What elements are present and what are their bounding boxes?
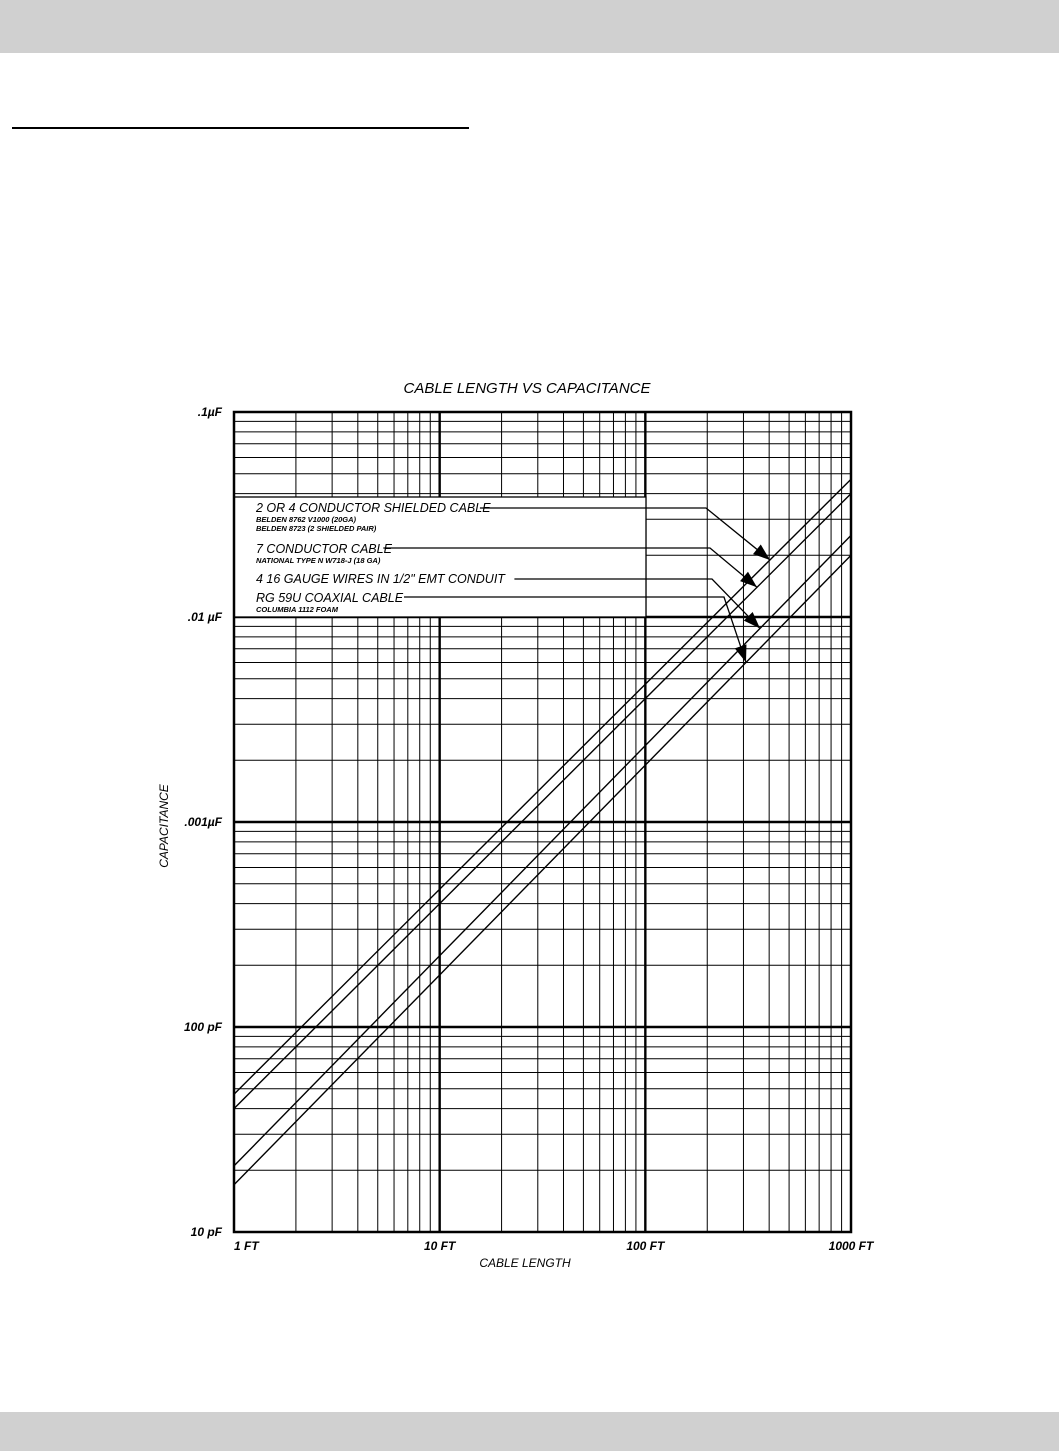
x-tick-label: 1000 FT — [828, 1239, 874, 1253]
y-tick-label: 10 pF — [190, 1225, 222, 1239]
legend-label-4: RG 59U COAXIAL CABLE — [256, 591, 404, 605]
legend-arrow-2 — [740, 572, 757, 588]
series-line-3 — [234, 535, 851, 1166]
x-axis-label: CABLE LENGTH — [479, 1256, 571, 1270]
y-tick-label: 100 pF — [183, 1020, 222, 1034]
legend-label-1: 2 OR 4 CONDUCTOR SHIELDED CABLE — [256, 501, 491, 515]
x-tick-label: 1 FT — [234, 1239, 259, 1253]
legend-detail-2: NATIONAL TYPE N W718-J (18 GA) — [256, 556, 381, 565]
series-line-4 — [234, 555, 851, 1185]
y-axis-label: CAPACITANCE — [157, 784, 171, 868]
legend-arrow-1 — [753, 545, 770, 560]
legend-detail-4: COLUMBIA 1112 FOAM — [256, 605, 338, 614]
x-tick-label: 10 FT — [423, 1239, 456, 1253]
legend-detail-1: BELDEN 8723 (2 SHIELDED PAIR) — [256, 524, 377, 533]
bottom-band — [0, 1412, 1059, 1451]
x-tick-label: 100 FT — [626, 1239, 665, 1253]
chart-title: CABLE LENGTH VS CAPACITANCE — [403, 380, 651, 397]
y-tick-label: .1µF — [197, 405, 222, 419]
y-tick-label: .01 µF — [187, 610, 222, 624]
y-tick-label: .001µF — [184, 815, 222, 829]
legend-label-3: 4 16 GAUGE WIRES IN 1/2" EMT CONDUIT — [256, 572, 505, 586]
legend-detail-1: BELDEN 8762 V1000 (20GA) — [256, 515, 357, 524]
legend-label-2: 7 CONDUCTOR CABLE — [256, 542, 392, 556]
legend-arrow-4 — [735, 644, 747, 662]
